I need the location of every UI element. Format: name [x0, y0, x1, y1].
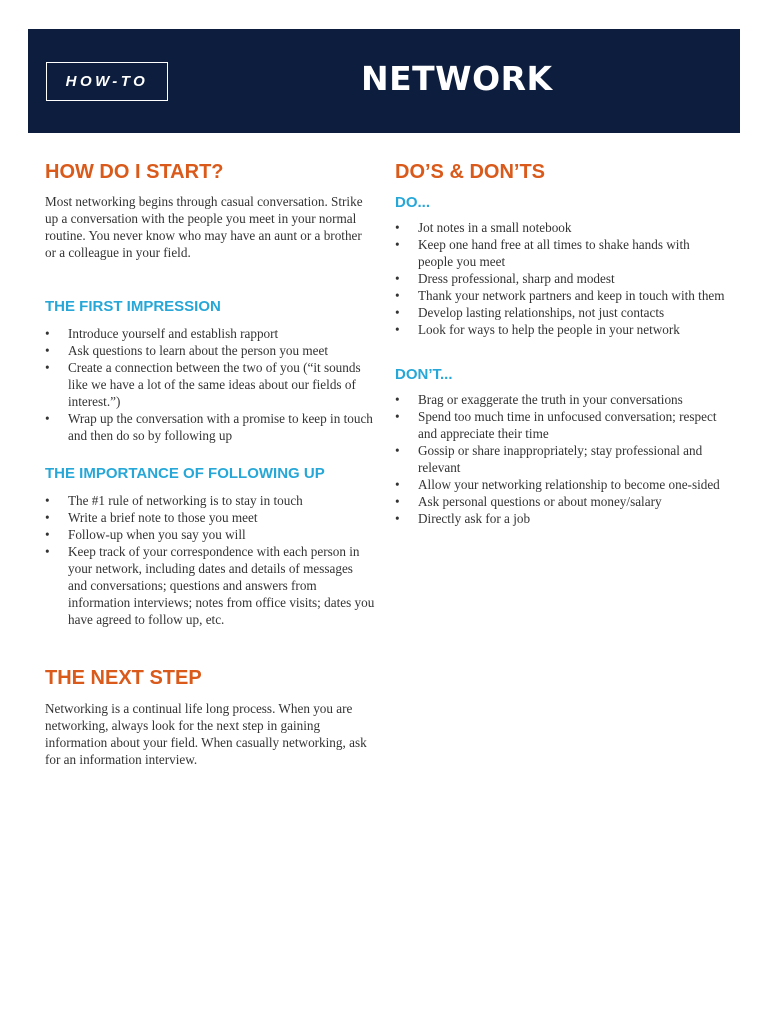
dos-and-donts-heading: DO’S & DON’TS: [395, 161, 546, 183]
following-up-heading: THE IMPORTANCE OF FOLLOWING UP: [45, 465, 325, 482]
next-step-heading: THE NEXT STEP: [45, 667, 202, 689]
left-column: [45, 158, 375, 768]
list-item: • Spend too much time in unfocused conversation; respect and appreciate their time: [395, 408, 725, 442]
list-item: • Brag or exaggerate the truth in your conversations: [395, 391, 725, 408]
list-item: • Gossip or share inappropriately; stay professional and relevant: [395, 442, 725, 476]
list-item: • The #1 rule of networking is to stay in touch: [45, 492, 375, 509]
how-do-i-start-text: Most networking begins through casual conversation. Strike up a conversation with the people you meet in your normal routine. You never know who may have an aunt or a brother or a colleague in your field.: [45, 194, 363, 260]
first-impression-heading: THE FIRST IMPRESSION: [45, 298, 221, 315]
list-item: • Write a brief note to those you meet: [45, 509, 375, 526]
next-step-text: Networking is a continual life long process. When you are networking, always look for the next step in gaining information about your field. When casually networking, ask for an information interview.: [45, 701, 367, 767]
list-item: • Directly ask for a job: [395, 510, 725, 527]
how-to-badge-label: HOW-TO: [65, 73, 149, 90]
list-item: • Ask questions to learn about the person you meet: [45, 342, 375, 359]
list-item: • Jot notes in a small notebook: [395, 219, 725, 236]
list-item: • Follow-up when you say you will: [45, 526, 375, 543]
first-impression-list: [45, 325, 375, 444]
page-title: NETWORK: [361, 59, 553, 98]
list-item: • Allow your networking relationship to become one-sided: [395, 476, 725, 493]
do-list: [395, 219, 725, 338]
how-to-badge: [46, 62, 168, 101]
list-item: • Dress professional, sharp and modest: [395, 270, 725, 287]
list-item: • Keep track of your correspondence with each person in your network, including dates and details of messages and conversations; questions and answers from information interviews; notes from office visits; dates you have agreed to follow up, etc.: [45, 543, 375, 628]
dont-list: [395, 391, 725, 527]
list-item: • Wrap up the conversation with a promise to keep in touch and then do so by following up: [45, 410, 375, 444]
list-item: • Look for ways to help the people in your network: [395, 321, 725, 338]
do-heading: DO...: [395, 194, 431, 211]
how-do-i-start-heading: HOW DO I START?: [45, 161, 224, 183]
header-banner: [28, 29, 740, 133]
list-item: • Create a connection between the two of you (“it sounds like we have a lot of the same ideas about our fields of interest.”): [45, 359, 375, 410]
following-up-list: [45, 492, 375, 628]
list-item: • Thank your network partners and keep in touch with them: [395, 287, 725, 304]
list-item: • Keep one hand free at all times to shake hands with people you meet: [395, 236, 725, 270]
list-item: • Develop lasting relationships, not just contacts: [395, 304, 725, 321]
right-column: [395, 158, 725, 527]
list-item: • Ask personal questions or about money/salary: [395, 493, 725, 510]
list-item: • Introduce yourself and establish rapport: [45, 325, 375, 342]
dont-heading: DON’T...: [395, 366, 453, 383]
